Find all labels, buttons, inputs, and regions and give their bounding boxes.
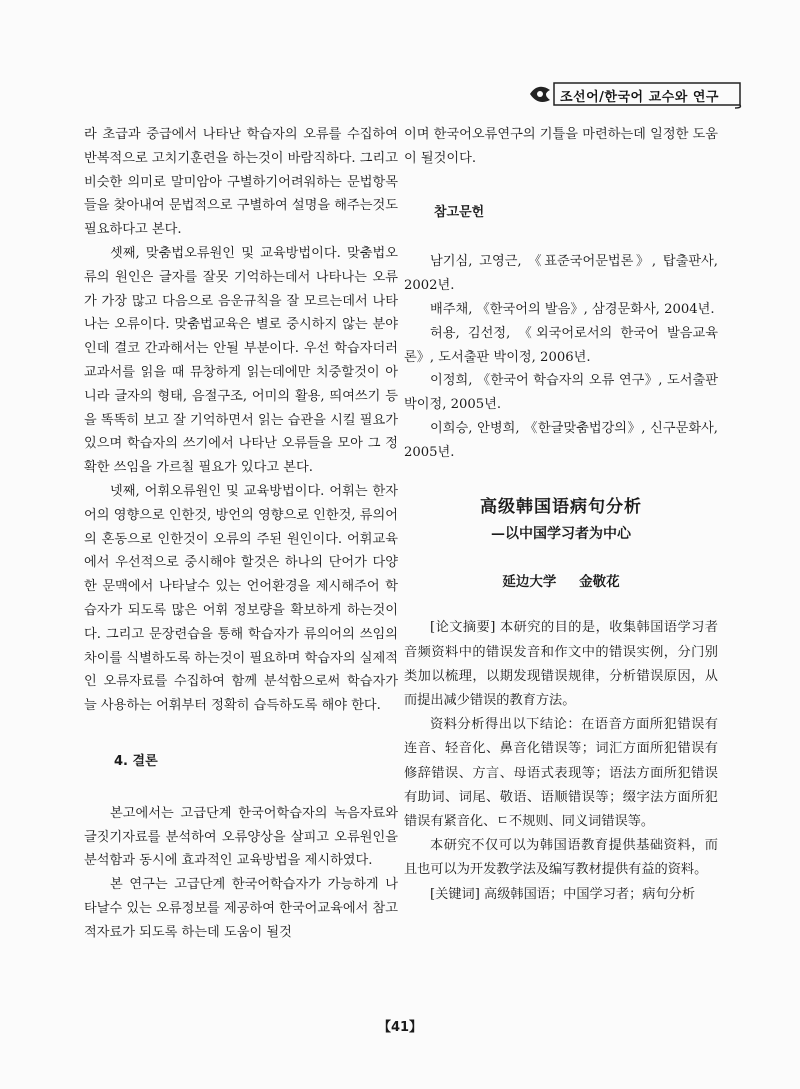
abstract-paragraph: 本研究不仅可以为韩国语教育提供基础资料，而且也可以为开发教学法及编写教材提供有益的资料。 [404, 838, 718, 878]
conclusion-paragraph: 본고에서는 고급단계 한국어학습자의 녹음자료와 글짓기자료를 분석하여 오류양상을 살피고 오류원인을 분석함과 동시에 효과적인 교육방법을 제시하였다. [84, 805, 398, 869]
abstract-paragraph: 资料分析得出以下结论：在语音方面所犯错误有连音、轻音化、鼻音化错误等；词汇方面所犯错误有修辞错误、方言、母语式表现等；语法方面所犯错误有助词、词尾、敬语、语顺错误等；缀字法方面所犯错误有紧音化、ㄷ不规则、同义词错误等。 [404, 717, 718, 829]
running-header [528, 80, 746, 110]
chinese-author-line [404, 571, 718, 595]
conclusion-paragraph: 본 연구는 고급단계 한국어학습자가 가능하게 나타날수 있는 오류정보를 제공하여 한국어교육에서 참고적자료가 되도록 하는데 도움이 될것 [84, 877, 398, 940]
chinese-title: 高级韩国语病句分析 [480, 496, 642, 517]
conclusion-heading: 4. 결론 [114, 753, 158, 769]
running-title: 조선어/한국어 교수와 연구 [560, 90, 719, 105]
keywords-line: [关键词] 高级韩国语；中国学习者；病句分析 [430, 886, 696, 902]
author-name: 金敬花 [579, 573, 620, 590]
chinese-subtitle: —以中国学习者为中心 [491, 525, 631, 542]
body-paragraph: 라 초급과 중급에서 나타난 학습자의 오류를 수집하여 반복적으로 고치기훈련을 하는것이 바람직하다. 그리고 비슷한 의미로 말미암아 구별하기어려워하는 문법항목들을 찾아내여 문법적으로 구별하여 설명을 해주는것도 필요하다고 본다. [84, 127, 398, 238]
continuation-paragraph: 이며 한국어오류연구의 기틀을 마련하는데 일정한 도움이 될것이다. [404, 127, 718, 166]
left-column [84, 123, 398, 945]
author-affiliation: 延边大学 [502, 573, 557, 590]
body-paragraph: 넷째, 어휘오류원인 및 교육방법이다. 어휘는 한자어의 영향으로 인한것, 방언의 영향으로 인한것, 류의어의 혼동으로 인한것이 오류의 주된 원인이다. 어휘교육에서 우선적으로 중시해야 할것은 하나의 단어가 다양한 문맥에서 나타날수 있는 언어환경을 제시해주어 학습자가 되도록 많은 어휘 정보량을 확보하게 하는것이다. 그리고 문장련습을 통해 학습자가 류의어의 쓰임의 차이를 식별하도록 하는것이 필요하며 학습자의 실제적인 오류자료를 수집하여 함께 분석함으로써 학습자가 늘 사용하는 어휘부터 정확히 습득하도록 해야 한다. [84, 483, 398, 714]
abstract-paragraph: [论文摘要] 本研究的目的是，收集韩国语学习者音频资料中的错误发音和作文中的错误实例，分门别类加以梳理，以期发现错误规律，分析错误原因，从而提出减少错误的教育方法。 [404, 620, 718, 708]
references-heading: 참고문헌 [434, 204, 485, 220]
page-number: 【41】 [377, 1020, 423, 1035]
reference-item: 배주채, 《한국어의 발음》, 삼경문화사, 2004년. [430, 301, 715, 317]
reference-item: 이희승, 안병희, 《한글맞춤법강의》, 신구문화사, 2005년. [404, 420, 718, 460]
reference-item: 허용, 김선정, 《외국어로서의 한국어 발음교육론》, 도서출판 박이정, 2006년. [404, 325, 718, 365]
right-column [404, 123, 718, 907]
reference-item: 이정희, 《한국어 학습자의 오류 연구》, 도서출판 박이정, 2005년. [404, 373, 718, 413]
reference-item: 남기심, 고영근, 《표준국어문법론》, 탑출판사, 2002년. [404, 254, 718, 294]
body-paragraph: 셋째, 맞춤법오류원인 및 교육방법이다. 맞춤법오류의 원인은 글자를 잘못 기억하는데서 나타나는 오류가 가장 많고 다음으로 음운규칙을 잘 모르는데서 나타나는 오류이다. 맞춤법교육은 별로 중시하지 않는 분야인데 결코 간과해서는 안될 부분이다. 우선 학습자더러 교과서를 읽을 때 뮤창하게 읽는데에만 치중할것이 아니라 글자의 형태, 음절구조, 어미의 활용, 띄여쓰기 등을 똑똑히 보고 잘 기억하면서 읽는 습관을 시킬 필요가 있으며 학습자의 쓰기에서 나타난 오류들을 모아 그 정확한 쓰임을 가르칠 필요가 있다고 본다. [84, 245, 398, 476]
